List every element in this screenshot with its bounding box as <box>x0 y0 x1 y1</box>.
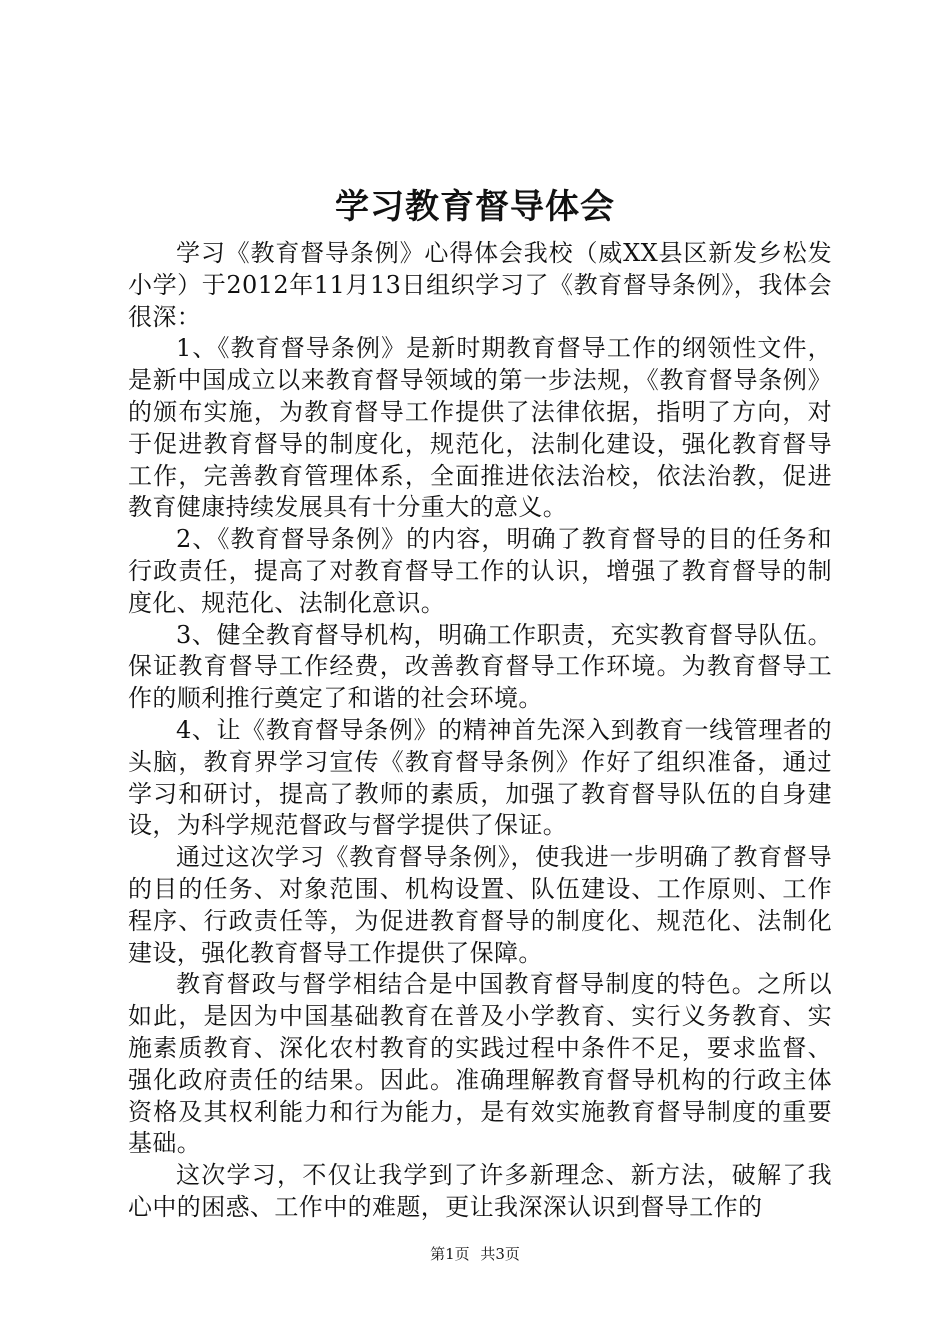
paragraph: 3、健全教育督导机构，明确工作职责，充实教育督导队伍。保证教育督导工作经费，改善教育督导工作环境。为教育督导工作的顺利推行奠定了和谐的社会环境。 <box>128 620 832 713</box>
document-title: 学习教育督导体会 <box>335 187 615 227</box>
paragraph: 教育督政与督学相结合是中国教育督导制度的特色。之所以如此，是因为中国基础教育在普及小学教育、实行义务教育、实施素质教育、深化农村教育的实践过程中条件不足，要求监督、强化政府责任的结果。因此。准确理解教育督导机构的行政主体资格及其权利能力和行为能力，是有效实施教育督导制度的重要基础。 <box>128 970 832 1158</box>
paragraph: 2、《教育督导条例》的内容，明确了教育督导的目的任务和行政责任，提高了对教育督导工作的认识，增强了教育督导的制度化、规范化、法制化意识。 <box>128 525 832 617</box>
document-body <box>128 238 832 1224</box>
paragraph: 学习《教育督导条例》心得体会我校（威XX县区新发乡松发小学）于2012年11月13日组织学习了《教育督导条例》，我体会很深： <box>128 239 832 331</box>
page-number-footer: 第1页 共3页 <box>430 1245 520 1263</box>
paragraph: 4、让《教育督导条例》的精神首先深入到教育一线管理者的头脑，教育界学习宣传《教育督导条例》作好了组织准备，通过学习和研讨，提高了教师的素质，加强了教育督导队伍的自身建设，为科学规范督政与督学提供了保证。 <box>128 715 832 840</box>
paragraph: 通过这次学习《教育督导条例》，使我进一步明确了教育督导的目的任务、对象范围、机构设置、队伍建设、工作原则、工作程序、行政责任等，为促进教育督导的制度化、规范化、法制化建设，强化教育督导工作提供了保障。 <box>128 843 832 967</box>
paragraph: 这次学习，不仅让我学到了许多新理念、新方法，破解了我心中的困惑、工作中的难题，更让我深深认识到督导工作的 <box>128 1161 832 1221</box>
paragraph: 1、《教育督导条例》是新时期教育督导工作的纲领性文件，是新中国成立以来教育督导领域的第一步法规，《教育督导条例》的颁布实施，为教育督导工作提供了法律依据，指明了方向，对于促进教育督导的制度化，规范化，法制化建设，强化教育督导工作，完善教育管理体系，全面推进依法治校，依法治教，促进教育健康持续发展具有十分重大的意义。 <box>128 334 832 522</box>
